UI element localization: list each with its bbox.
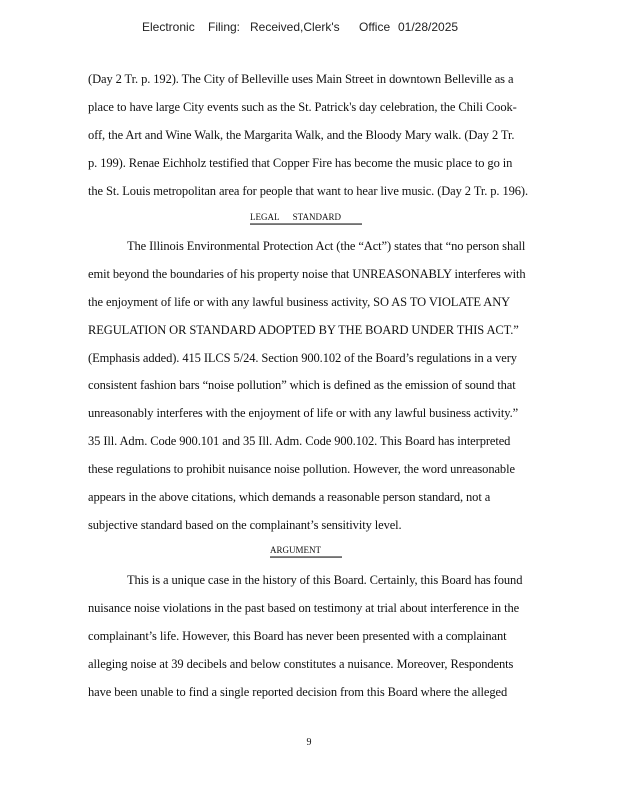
body-line: p. 199). Renae Eichholz testified that Copper Fire has become the music place to go in: [88, 156, 513, 170]
body-line: 35 Ill. Adm. Code 900.101 and 35 Ill. Adm. Code 900.102. This Board has interpreted: [88, 434, 511, 448]
page-number: 9: [306, 737, 312, 748]
body-line: (Day 2 Tr. p. 192). The City of Belleville uses Main Street in downtown Belleville as a: [88, 72, 514, 86]
header-date: 01/28/2025: [398, 20, 459, 34]
body-line: This is a unique case in the history of this Board. Certainly, this Board has found: [127, 573, 523, 587]
body-line: consistent fashion bars “noise pollution” which is defined as the emission of sound that: [88, 378, 516, 392]
body-line: REGULATION OR STANDARD ADOPTED BY THE BOARD UNDER THIS ACT.”: [88, 323, 519, 337]
body-line: alleging noise at 39 decibels and below constitutes a nuisance. Moreover, Respondents: [88, 657, 514, 671]
header-received: Received,Clerk's: [250, 20, 340, 34]
argument-heading: ARGUMENT: [270, 544, 342, 557]
body-line: these regulations to prohibit nuisance noise pollution. However, the word unreasonable: [88, 462, 515, 476]
body-line: place to have large City events such as the St. Patrick's day celebration, the Chili Cook-: [88, 100, 517, 114]
body-line: (Emphasis added). 415 ILCS 5/24. Section 900.102 of the Board’s regulations in a very: [88, 351, 517, 365]
body-line: The Illinois Environmental Protection Act (the “Act”) states that “no person shall: [127, 239, 526, 253]
header-electronic: Electronic: [142, 20, 195, 34]
body-line: off, the Art and Wine Walk, the Margarita Walk, and the Bloody Mary walk. (Day 2 Tr.: [88, 128, 515, 142]
body-line: appears in the above citations, which demands a reasonable person standard, not a: [88, 490, 491, 504]
header-filing: Filing:: [208, 20, 241, 34]
body-line: have been unable to find a single reported decision from this Board where the alleged: [88, 685, 508, 699]
body-line: subjective standard based on the complainant’s sensitivity level.: [88, 518, 402, 532]
header-office: Office: [359, 20, 391, 34]
body-line: unreasonably interferes with the enjoyment of life or with any lawful business activity.”: [88, 406, 519, 420]
body-line: the St. Louis metropolitan area for people that want to hear live music. (Day 2 Tr. p. 196).: [88, 184, 529, 198]
body-line: emit beyond the boundaries of his property noise that UNREASONABLY interferes with: [88, 267, 526, 281]
legal-standard-heading: LEGAL STANDARD: [250, 211, 362, 224]
body-line: complainant’s life. However, this Board has never been presented with a complainant: [88, 629, 507, 643]
body-line: nuisance noise violations in the past based on testimony at trial about interference in the: [88, 601, 520, 615]
body-line: the enjoyment of life or with any lawful business activity, SO AS TO VIOLATE ANY: [88, 295, 511, 309]
